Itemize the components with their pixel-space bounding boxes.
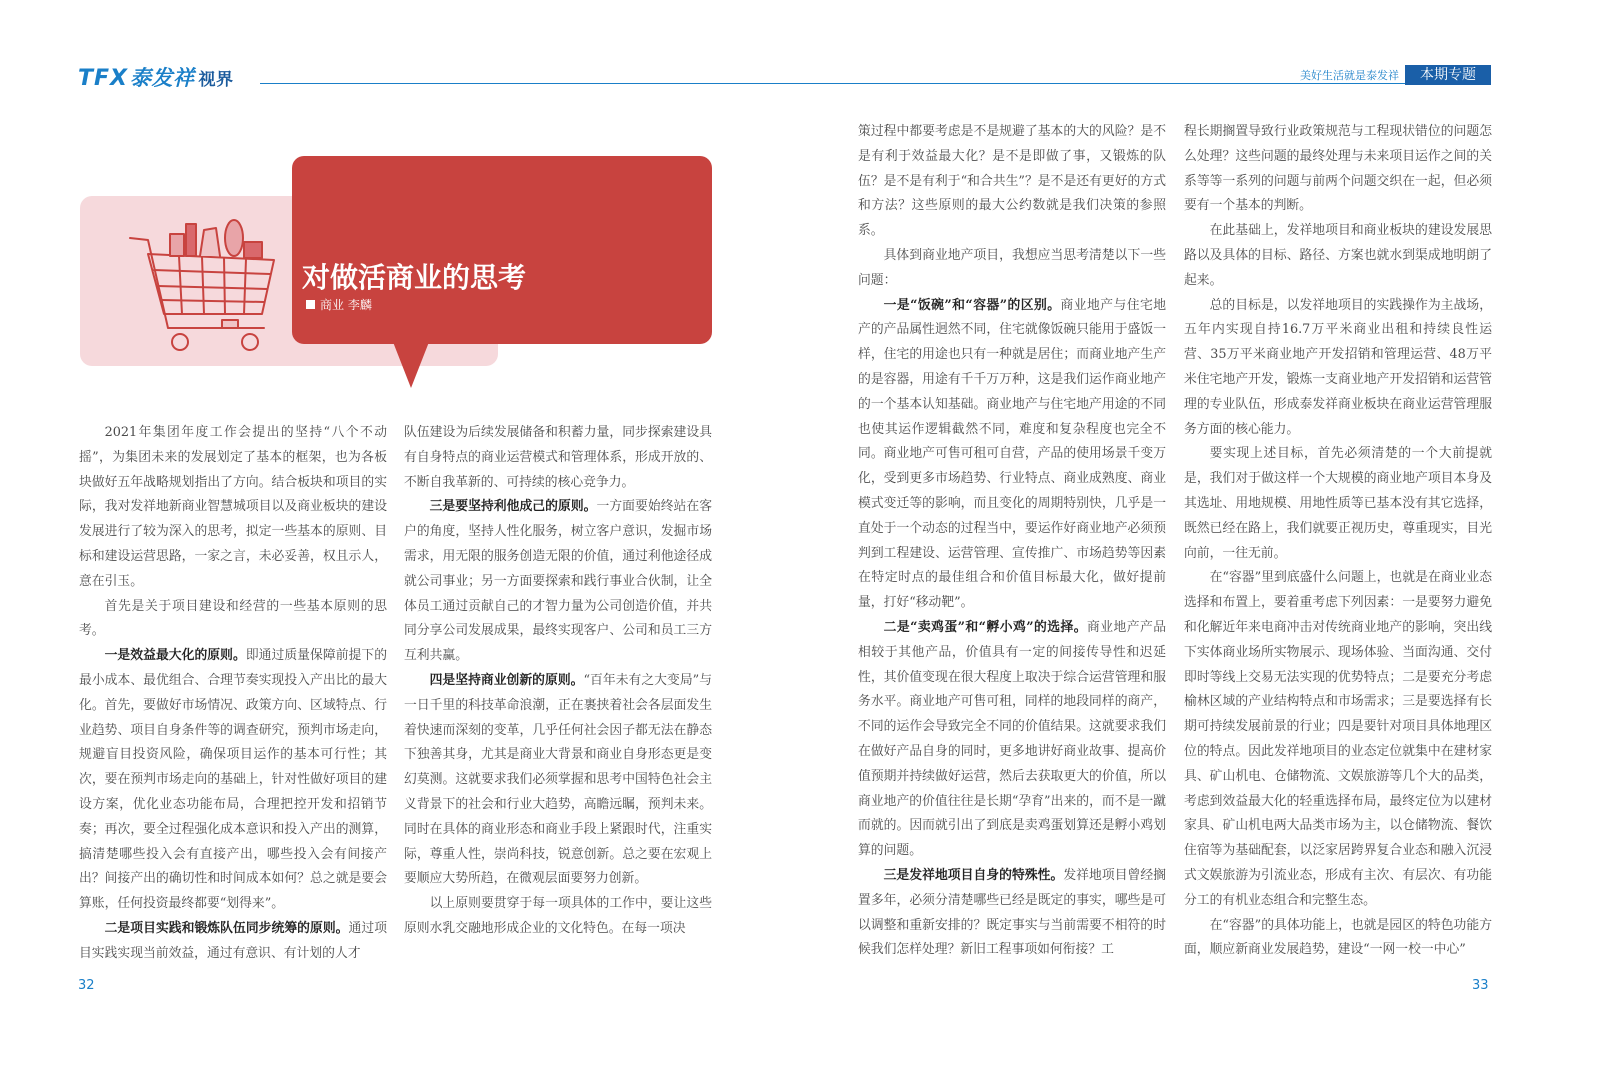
paragraph-text: 在此基础上，发祥地项目和商业板块的建设发展思路以及具体的目标、路径、方案也就水到渠成地明朗了起来。 — [1184, 223, 1492, 288]
header-rule — [260, 83, 1490, 84]
paragraph-text: 发祥地项目曾经搁置多年，必须分清楚哪些已经是既定的事实，哪些是可以调整和重新安排的？既定事实与当前需要不相符的时候我们怎样处理？新旧工程事项如何衔接？工 — [858, 867, 1166, 958]
paragraph-text: 具体到商业地产项目，我想应当思考清楚以下一些问题： — [858, 247, 1166, 288]
paragraph-text: 商业地产产品相较于其他产品，价值具有一定的间接传导性和迟延性，其价值变现在很大程度上取决于综合运营管理和服务水平。商业地产可售可租，同样的地段同样的商产，不同的运作会导致完全不同的价值结果。这就要求我们在做好产品自身的同时，更多地讲好商业故事、提高价值预期并持续做好运营，然后去获取更大的价值，所以商业地产的价值往往是长期“孕育”出来的，而不是一蹴而就的。因而就引出了到底是卖鸡蛋划算还是孵小鸡划算的问题。 — [858, 619, 1166, 859]
text-column-4 — [1184, 120, 1492, 965]
paragraph-lead: 一是效益最大化的原则。 — [104, 648, 246, 664]
paragraph-lead: 三是要坚持利他成己的原则。 — [429, 499, 597, 515]
byline-text: 商业 李麟 — [320, 298, 372, 312]
article-title: 对做活商业的思考 — [302, 261, 527, 294]
paragraph-text: 要实现上述目标，首先必须清楚的一个大前提就是，我们对于做这样一个大规模的商业地产项目本身及其选址、用地规模、用地性质等已基本没有其它选择，既然已经在路上，我们就要正视历史，尊重现实，目光向前，一往无前。 — [1184, 446, 1492, 561]
text-column-1 — [79, 421, 387, 966]
text-column-3 — [858, 120, 1166, 965]
text-column-2 — [404, 421, 712, 966]
paragraph — [404, 421, 712, 495]
page-number-left: 32 — [78, 978, 95, 993]
paragraph — [404, 669, 712, 892]
paragraph — [79, 421, 387, 595]
paragraph — [858, 120, 1166, 244]
paragraph-text: 一方面要始终站在客户的角度，坚持人性化服务，树立客户意识，发掘市场需求，用无限的服务创造无限的价值，通过利他途径成就公司事业；另一方面要探索和践行事业合伙制，让全体员工通过贡献自己的才智力量为公司创造价值，并共同分享公司发展成果，最终实现客户、公司和员工三方互利共赢。 — [404, 499, 712, 664]
paragraph-text: 2021年集团年度工作会提出的坚持“八个不动摇”，为集团未来的发展划定了基本的框架，也为各板块做好五年战略规划指出了方向。结合板块和项目的实际，我对发祥地新商业智慧城项目以及商业板块的建设发展进行了较为深入的思考，拟定一些基本的原则、目标和建设运营思路，一家之言，未必妥善，权且示人，意在引玉。 — [79, 425, 387, 589]
paragraph-lead: 三是发祥地项目自身的特殊性。 — [883, 867, 1064, 883]
byline-marker — [306, 300, 315, 309]
logo-tfx: TFX — [78, 66, 128, 91]
paragraph-text: 即通过质量保障前提下的最小成本、最优组合、合理节奏实现投入产出比的最大化。首先，要做好市场情况、政策方向、区域特点、行业趋势、项目自身条件等的调查研究，预判市场走向，规避盲目投资风险，确保项目运作的基本可行性；其次，要在预判市场走向的基础上，针对性做好项目的建设方案，优化业态功能布局，合理把控开发和招销节奏；再次，要全过程强化成本意识和投入产出的测算，搞清楚哪些投入会有直接产出，哪些投入会有间接产出？间接产出的确切性和时间成本如何？总之就是要会算账，任何投资最终都要“划得来”。 — [79, 648, 387, 912]
page-number-right: 33 — [1472, 978, 1489, 993]
paragraph — [858, 864, 1166, 963]
paragraph — [1184, 566, 1492, 913]
magazine-logo — [78, 62, 234, 92]
paragraph-text: 通过项目实践实现当前效益，通过有意识、有计划的人才 — [79, 920, 387, 961]
paragraph-text: 队伍建设为后续发展储备和积蓄力量，同步探索建设具有自身特点的商业运营模式和管理体系，形成开放的、不断自我革新的、可持续的核心竞争力。 — [404, 425, 712, 490]
paragraph — [1184, 914, 1492, 964]
paragraph-text: 策过程中都要考虑是不是规避了基本的大的风险？是不是有利于效益最大化？是不是即做了事，又锻炼的队伍？是不是有利于“和合共生”？是不是还有更好的方式和方法？这些原则的最大公约数就是我们决策的参照系。 — [858, 124, 1166, 239]
shopping-cart-icon — [124, 208, 289, 373]
title-panel — [292, 156, 712, 344]
paragraph — [1184, 294, 1492, 443]
paragraph — [404, 892, 712, 942]
article-byline — [306, 296, 372, 313]
paragraph-lead: 一是“饭碗”和“容器”的区别。 — [883, 297, 1061, 313]
section-tag: 本期专题 — [1405, 65, 1491, 85]
paragraph — [858, 616, 1166, 864]
paragraph — [79, 917, 387, 966]
paragraph — [404, 495, 712, 669]
paragraph-text: 商业地产与住宅地产的产品属性迥然不同，住宅就像饭碗只能用于盛饭一样，住宅的用途也只有一种就是居住；而商业地产生产的是容器，用途有千千万万种，这是我们运作商业地产的一个基本认知基础。商业地产与住宅地产用途的不同也使其运作逻辑截然不同，难度和复杂程度也完全不同。商业地产可售可租可自营，产品的使用场景千变万化，受到更多市场趋势、行业特点、商业成熟度、商业模式变迁等的影响，而且变化的周期特别快，几乎是一直处于一个动态的过程当中，要运作好商业地产必须预判到工程建设、运营管理、宣传推广、市场趋势等因素在特定时点的最佳组合和价值目标最大化，做好提前量，打好“移动靶”。 — [858, 297, 1166, 611]
paragraph-lead: 四是坚持商业创新的原则。 — [429, 672, 584, 688]
paragraph-lead: 二是“卖鸡蛋”和“孵小鸡”的选择。 — [883, 619, 1087, 635]
paragraph-text: 首先是关于项目建设和经营的一些基本原则的思考。 — [79, 598, 387, 639]
paragraph — [1184, 120, 1492, 219]
paragraph — [1184, 442, 1492, 566]
logo-view: 视界 — [198, 70, 234, 90]
paragraph-text: “百年未有之大变局”与一日千里的科技革命浪潮，正在裹挟着社会各层面发生着快速而深刻的变革，几乎任何社会因子都无法在静态下独善其身，尤其是商业大背景和商业自身形态更是变幻莫测。这就要求我们必须掌握和思考中国特色社会主义背景下的社会和行业大趋势，高瞻远瞩，预判未来。同时在具体的商业形态和商业手段上紧跟时代，注重实际，尊重人性，崇尚科技，锐意创新。总之要在宏观上要顺应大势所趋，在微观层面要努力创新。 — [404, 672, 712, 887]
paragraph — [858, 244, 1166, 294]
paragraph — [79, 595, 387, 645]
logo-brand-name: 泰发祥 — [130, 66, 195, 90]
paragraph — [79, 644, 387, 917]
paragraph — [858, 294, 1166, 616]
paragraph-text: 在“容器”里到底盛什么问题上，也就是在商业业态选择和布置上，要着重考虑下列因素：一是要努力避免和化解近年来电商冲击对传统商业地产的影响，突出线下实体商业场所实物展示、现场体验、当面沟通、交付即时等线上交易无法实现的优势特点；二是要充分考虑榆林区域的产业结构特点和市场需求；三是要选择有长期可持续发展前景的行业；四是要针对项目具体地理区位的特点。因此发祥地项目的业态定位就集中在建材家具、矿山机电、仓储物流、文娱旅游等几个大的品类，考虑到效益最大化的轻重选择布局，最终定位为以建材家具、矿山机电两大品类市场为主，以仓储物流、餐饮住宿等为基础配套，以泛家居跨界复合业态和融入沉浸式文娱旅游为引流业态，形成有主次、有层次、有功能分工的有机业态组合和完整生态。 — [1184, 570, 1492, 908]
paragraph-text: 在“容器”的具体功能上，也就是园区的特色功能方面，顺应新商业发展趋势，建设“一网一校一中心” — [1184, 917, 1492, 958]
paragraph-text: 总的目标是，以发祥地项目的实践操作为主战场，五年内实现自持16.7万平米商业出租和持续良性运营、35万平米商业地产开发招销和管理运营、48万平米住宅地产开发，锻炼一支商业地产开发招销和运营管理的专业队伍，形成泰发祥商业板块在商业运营管理服务方面的核心能力。 — [1184, 297, 1492, 437]
paragraph — [1184, 219, 1492, 293]
paragraph-lead: 二是项目实践和锻炼队伍同步统筹的原则。 — [104, 920, 349, 936]
paragraph-text: 以上原则要贯穿于每一项具体的工作中，要让这些原则水乳交融地形成企业的文化特色。在每一项决 — [404, 896, 712, 936]
header-slogan: 美好生活就是泰发祥 — [1300, 69, 1399, 82]
paragraph-text: 程长期搁置导致行业政策规范与工程现状错位的问题怎么处理？这些问题的最终处理与未来项目运作之间的关系等等一系列的问题与前两个问题交织在一起，但必须要有一个基本的判断。 — [1184, 124, 1492, 214]
title-panel-pointer — [393, 342, 429, 388]
